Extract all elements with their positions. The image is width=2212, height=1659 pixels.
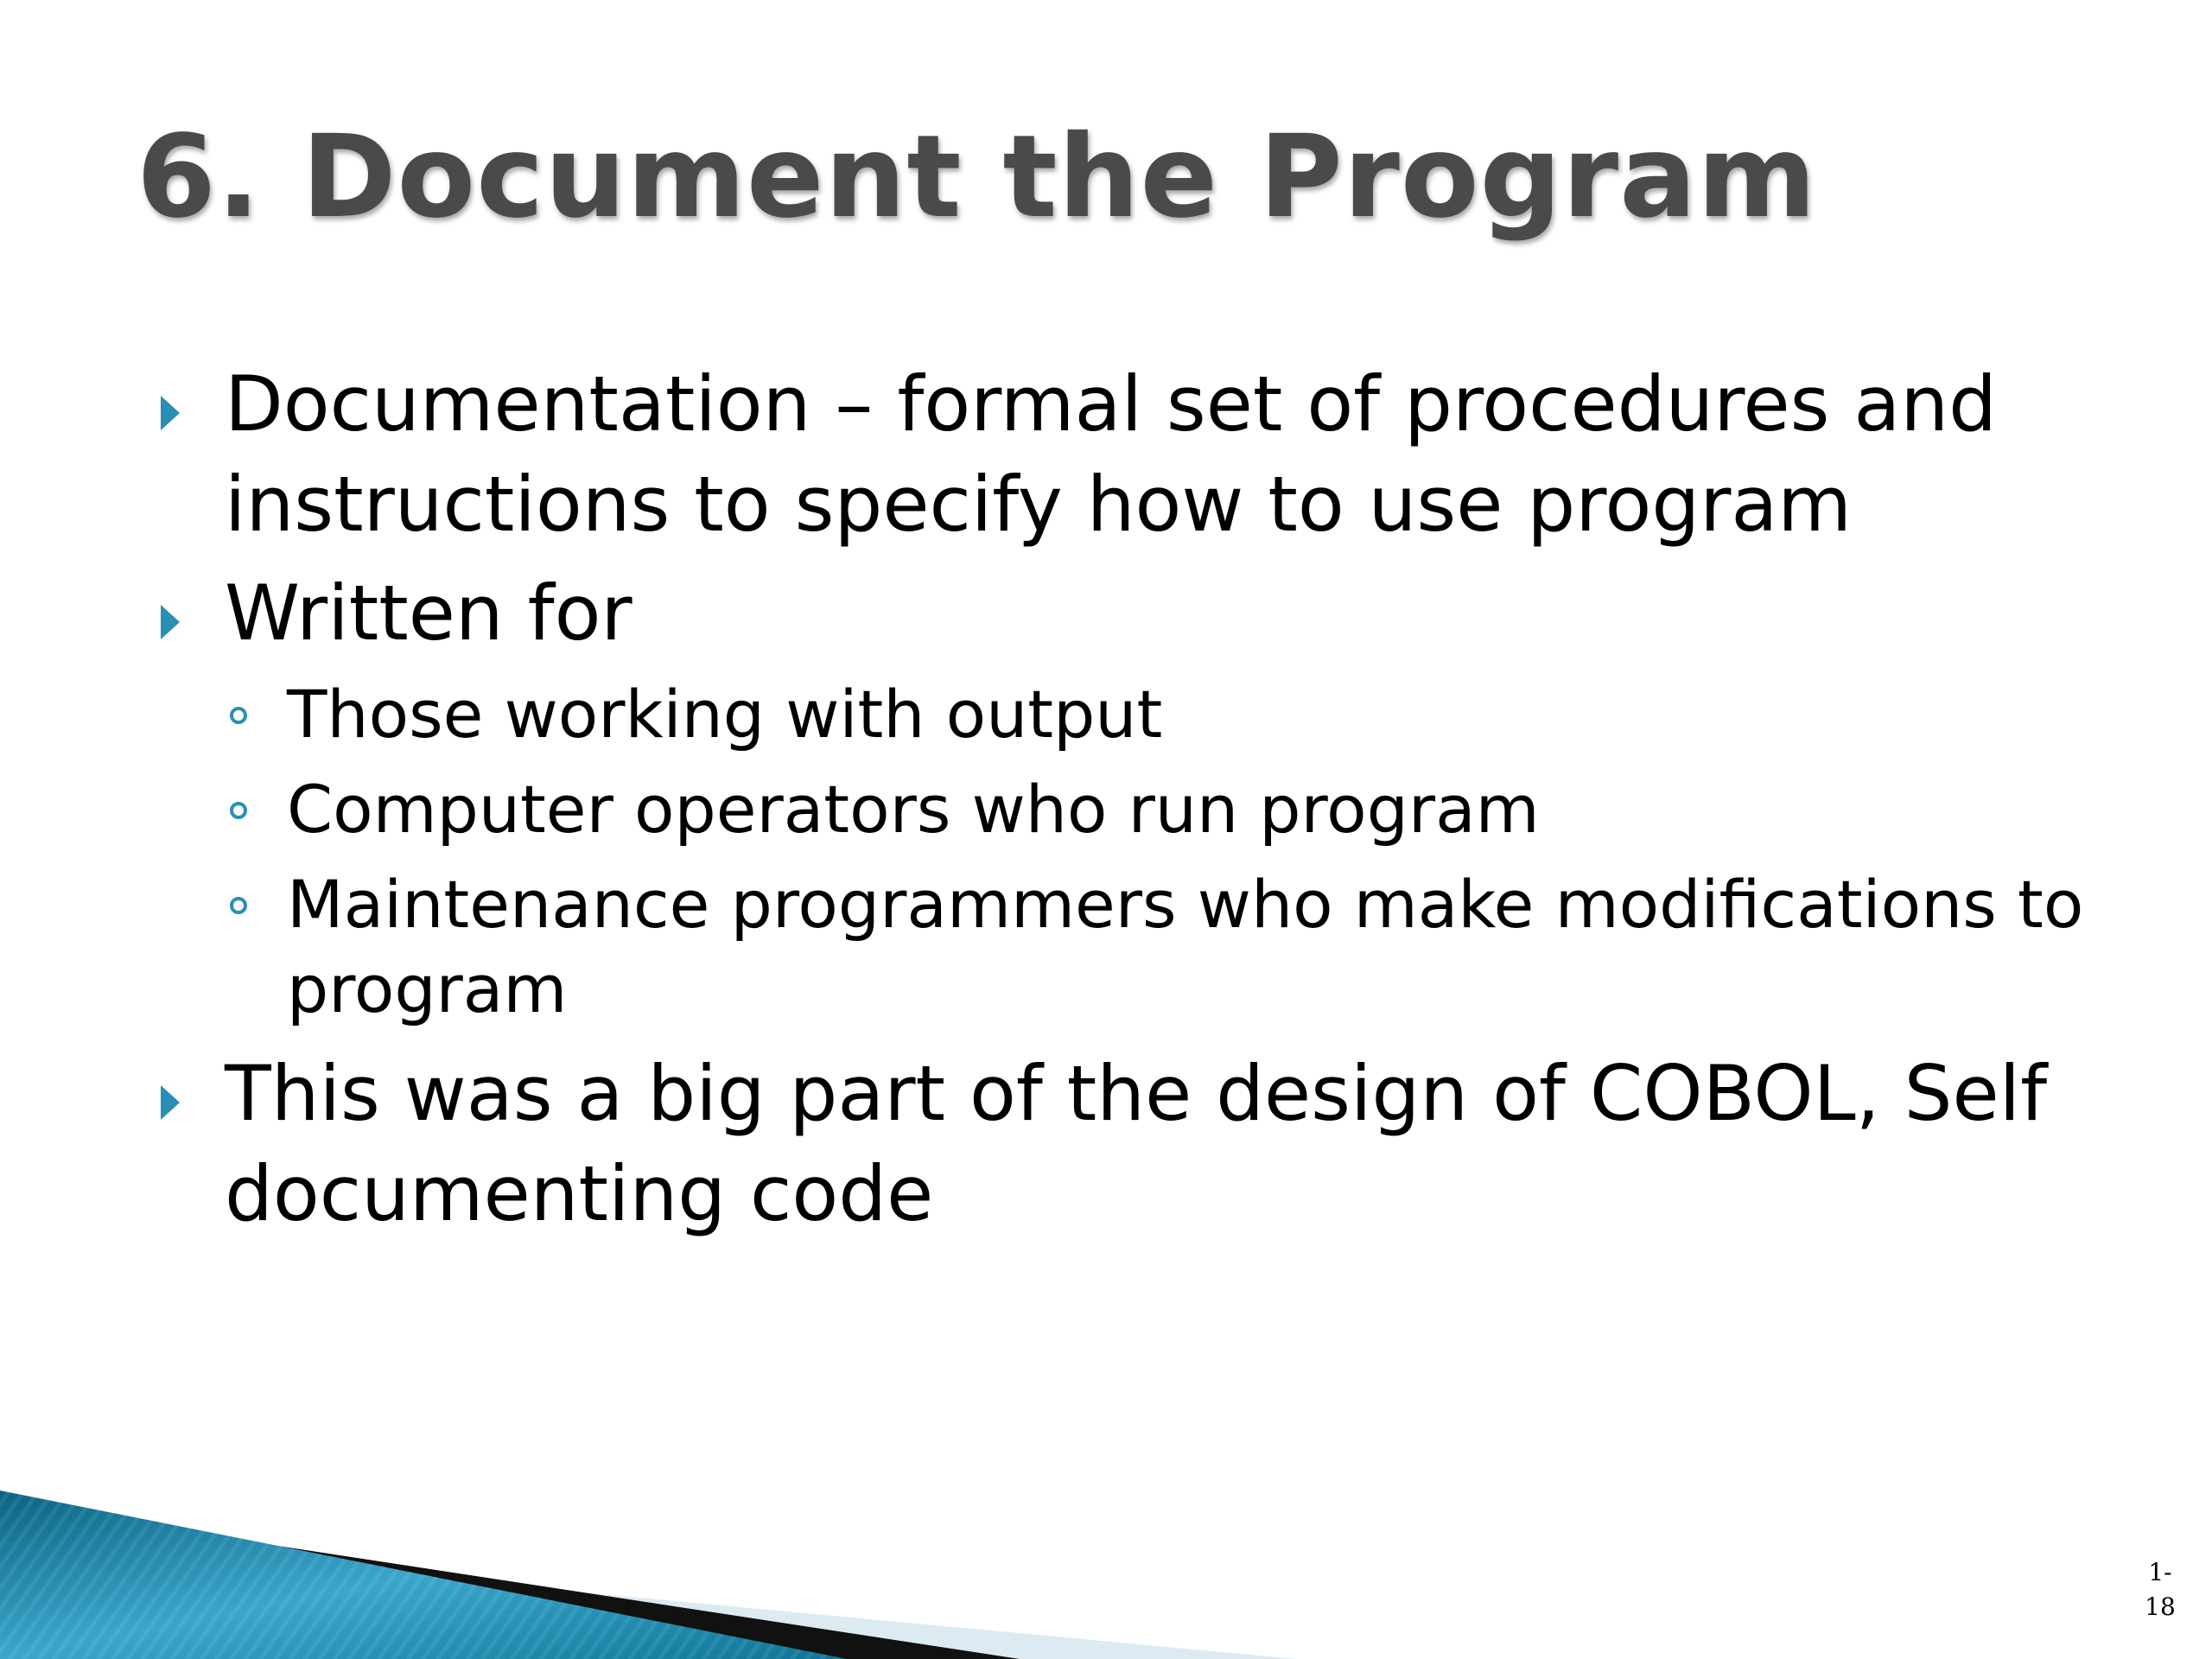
triangle-bullet-icon [161,605,180,639]
circle-bullet-icon [230,707,247,724]
sub-bullet-list [225,672,2108,1032]
sub-bullet-text: Those working with output [287,676,1163,753]
sub-bullet-item [225,862,2108,1032]
page-number-line1: 1- [2148,1558,2172,1586]
decorative-swoosh [0,1374,2212,1659]
bullet-text: This was a big part of the design of COBOL, Self documenting code [225,1049,2048,1238]
page-number [2134,1555,2186,1624]
bullet-text: Documentation – formal set of procedures and instructions to specify how to use program [225,359,1997,549]
page-number-line2: 18 [2145,1592,2176,1621]
bullet-item [156,354,2108,555]
slide-body [156,354,2108,1253]
sub-bullet-text: Maintenance programmers who make modifications to program [287,866,2084,1027]
circle-bullet-icon [230,802,247,819]
circle-bullet-icon [230,897,247,914]
sub-bullet-item [225,767,2108,852]
teal-stripes [0,1491,847,1659]
bullet-item [156,563,2108,664]
sub-bullet-text: Computer operators who run program [287,771,1540,848]
bullet-item [156,1044,2108,1244]
triangle-bullet-icon [161,396,180,430]
triangle-bullet-icon [161,1085,180,1120]
bullet-text: Written for [225,569,632,658]
slide-title: 6. Document the Program [137,111,1817,244]
sub-bullet-item [225,672,2108,757]
